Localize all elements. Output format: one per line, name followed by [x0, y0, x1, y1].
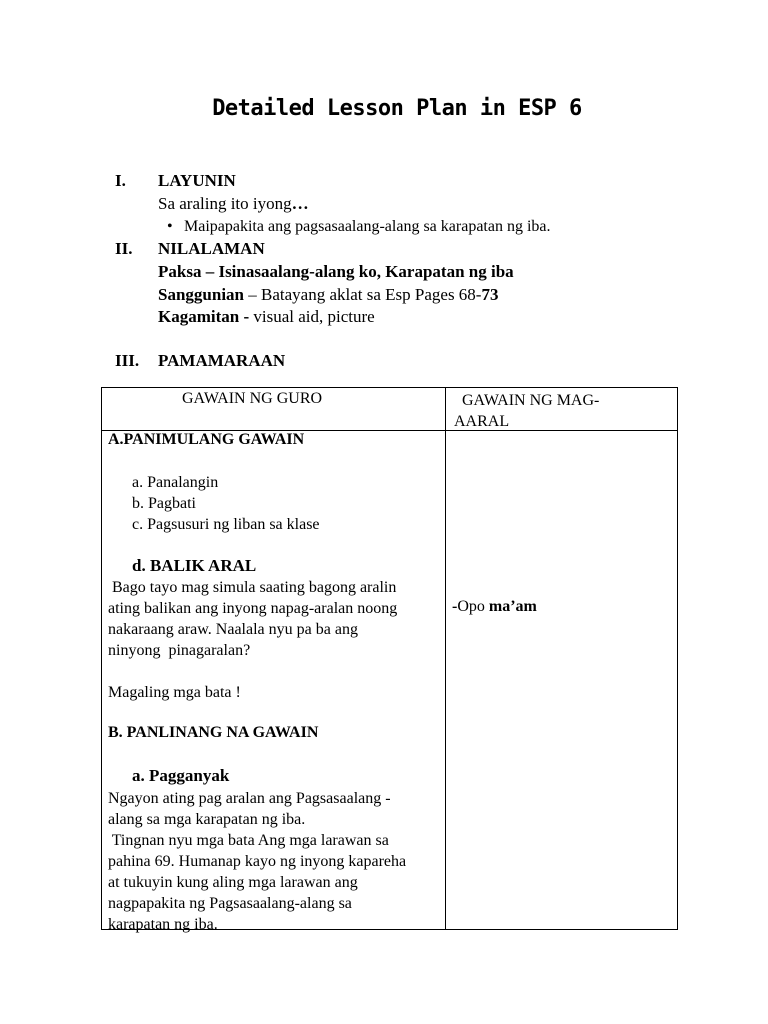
section-1-number: I.: [115, 171, 126, 190]
objective-text: Maipapakita ang pagsasaalang-alang sa karapatan ng iba.: [184, 218, 551, 235]
list-item: a. Panalangin: [132, 474, 219, 491]
pagganyak-paragraph: [108, 788, 443, 935]
praise-text: Magaling mga bata !: [108, 684, 241, 701]
paragraph-line: nakaraang araw. Naalala nyu pa ba ang: [108, 621, 358, 638]
response-dash: -: [452, 598, 458, 615]
list-item: b. Pagbati: [132, 495, 196, 512]
panimulang-gawain-heading: A.PANIMULANG GAWAIN: [108, 431, 305, 448]
sanggunian-line: [158, 285, 498, 305]
student-header-line-2: AARAL: [454, 413, 510, 430]
response-maam: ma’am: [488, 598, 537, 615]
intro-text: Sa araling ito iyong: [158, 194, 292, 213]
bullet-icon: •: [167, 218, 173, 235]
section-1-heading: LAYUNIN: [158, 171, 236, 190]
paragraph-line: Bago tayo mag simula saating bagong aralin: [108, 579, 397, 596]
panlinang-gawain-heading: B. PANLINANG NA GAWAIN: [108, 724, 319, 741]
paragraph-line: Ngayon ating pag aralan ang Pagsasaalang -: [108, 790, 391, 807]
student-header-line-1: GAWAIN NG MAG-: [462, 392, 600, 409]
section-2-heading: NILALAMAN: [158, 239, 265, 258]
intro-ellipsis: …: [291, 194, 309, 213]
paragraph-line: at tukuyin kung aling mga larawan ang: [108, 874, 358, 891]
column-header-student: [454, 390, 654, 432]
section-3-heading: PAMAMARAAN: [158, 351, 286, 370]
sanggunian-text: – Batayang aklat sa Esp Pages 68-: [244, 285, 482, 304]
paragraph-line: alang sa mga karapatan ng iba.: [108, 811, 306, 828]
paksa-line: Paksa – Isinasaalang-alang ko, Karapatan ng iba: [158, 262, 514, 281]
table-column-divider: [445, 388, 446, 929]
response-opo: Opo: [457, 598, 489, 615]
procedure-table: [101, 387, 678, 933]
page-title: Detailed Lesson Plan in ESP 6: [212, 96, 582, 121]
paragraph-line: nagpapakita ng Pagsasaalang-alang sa: [108, 895, 352, 912]
paragraph-line: Tingnan nyu mga bata Ang mga larawan sa: [108, 832, 389, 849]
section-3-number: III.: [115, 351, 140, 370]
balik-aral-paragraph: [108, 577, 443, 661]
sanggunian-label: Sanggunian: [158, 285, 244, 304]
kagamitan-text: visual aid, picture: [253, 307, 375, 326]
section-2-number: II.: [115, 239, 133, 258]
list-item: c. Pagsusuri ng liban sa klase: [132, 516, 320, 533]
paragraph-line: karapatan ng iba.: [108, 916, 218, 933]
paragraph-line: ating balikan ang inyong napag-aralan noong: [108, 600, 398, 617]
kagamitan-label: Kagamitan -: [158, 307, 254, 326]
objective-bullet: [167, 218, 551, 236]
kagamitan-line: [158, 307, 375, 327]
pagganyak-heading: a. Pagganyak: [132, 766, 230, 785]
paragraph-line: pahina 69. Humanap kayo ng inyong kapareha: [108, 853, 407, 870]
sanggunian-number: 73: [481, 285, 499, 304]
student-response: [452, 598, 537, 616]
balik-aral-heading: d. BALIK ARAL: [132, 556, 257, 575]
column-header-teacher: GAWAIN NG GURO: [182, 390, 323, 407]
paragraph-line: ninyong pinagaralan?: [108, 642, 251, 659]
section-1-intro: [158, 194, 309, 214]
